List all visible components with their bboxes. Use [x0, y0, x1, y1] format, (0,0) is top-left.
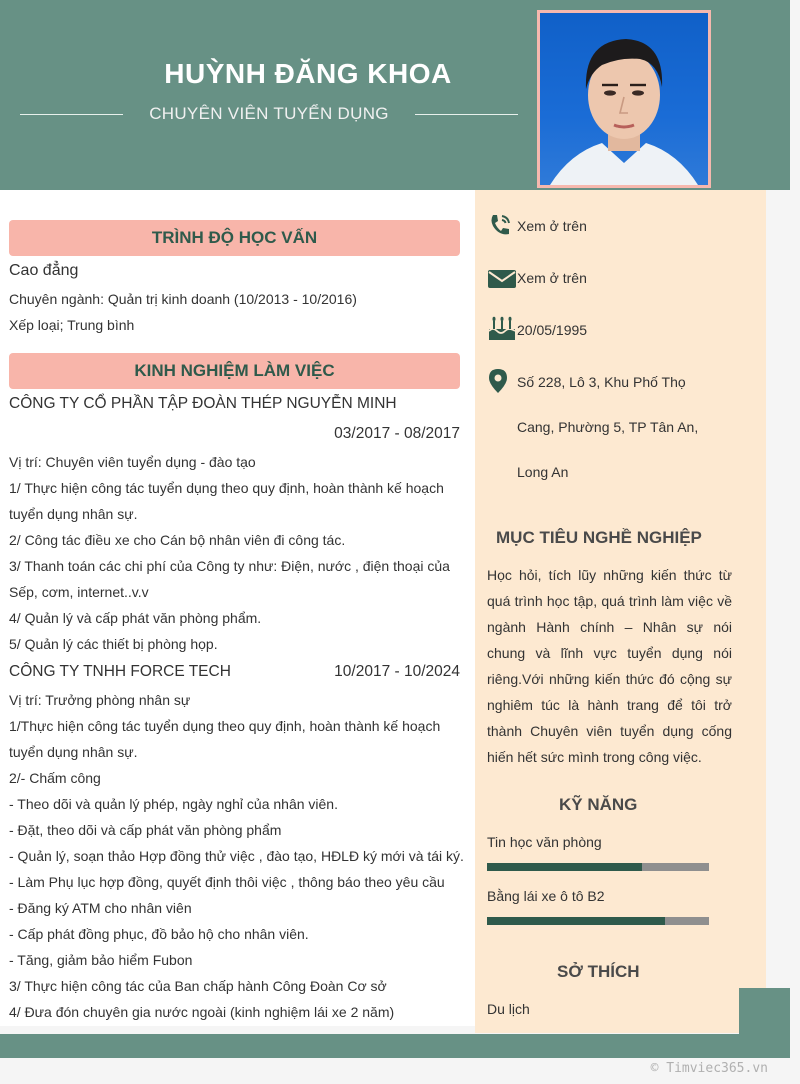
phone-icon [487, 212, 517, 238]
contact-phone-value: Xem ở trên [517, 218, 587, 234]
job-line: 4/ Quản lý và cấp phát văn phòng phẩm. [9, 610, 262, 626]
job-line: 2/- Chấm công [9, 770, 101, 786]
address-line: Long An [517, 464, 569, 480]
education-heading: TRÌNH ĐỘ HỌC VẤN [9, 220, 460, 256]
title-divider-left [20, 114, 123, 115]
contact-address [487, 360, 698, 495]
job-line: 1/ Thực hiện công tác tuyển dụng theo quy định, hoàn thành kế hoạch [9, 480, 444, 496]
contact-email [487, 256, 587, 301]
profile-photo [537, 10, 711, 188]
job-line: 1/Thực hiện công tác tuyển dụng theo quy định, hoàn thành kế hoạch [9, 718, 441, 734]
job-line: - Theo dõi và quản lý phép, ngày nghỉ của nhân viên. [9, 796, 338, 812]
corner-decoration [739, 988, 790, 1034]
education-level: Cao đẳng [9, 262, 79, 279]
education-major: Chuyên ngành: Quản trị kinh doanh (10/2013 - 10/2016) [9, 291, 357, 307]
main-column [0, 190, 475, 1026]
job-company: CÔNG TY CỔ PHẦN TẬP ĐOÀN THÉP NGUYỄN MINH [9, 395, 397, 412]
hobby-item: Du lịch [487, 1001, 530, 1017]
skill-bar-fill [487, 917, 665, 925]
job-line: - Làm Phụ lục hợp đồng, quyết định thôi việc , thông báo theo yêu cầu [9, 874, 445, 890]
contact-address-lines [517, 360, 698, 495]
address-line: Cang, Phường 5, TP Tân An, [517, 419, 699, 435]
footer-bar [0, 1034, 790, 1058]
job-line: 3/ Thực hiện công tác của Ban chấp hành Công Đoàn Cơ sở [9, 978, 387, 994]
job-line: - Đăng ký ATM cho nhân viên [9, 900, 192, 916]
education-grade: Xếp loại; Trung bình [9, 317, 135, 333]
job-line: 3/ Thanh toán các chi phí của Công ty như: Điện, nước , điện thoại của [9, 558, 450, 574]
job-line: Sếp, cơm, internet..v.v [9, 584, 149, 600]
job-company: CÔNG TY TNHH FORCE TECH [9, 663, 231, 680]
contact-birthday-value: 20/05/1995 [517, 322, 588, 338]
job-line: Vị trí: Trưởng phòng nhân sự [9, 692, 191, 708]
contact-email-value: Xem ở trên [517, 270, 587, 286]
title-divider-right [415, 114, 518, 115]
map-pin-icon [487, 368, 517, 394]
birthday-cake-icon [487, 316, 517, 342]
watermark: © Timviec365.vn [650, 1061, 768, 1076]
job-title-row [20, 102, 518, 126]
job-period: 03/2017 - 08/2017 [334, 425, 460, 442]
job-period: 10/2017 - 10/2024 [334, 663, 460, 680]
job-line: tuyển dụng nhân sự. [9, 744, 138, 760]
job-line: 4/ Đưa đón chuyên gia nước ngoài (kinh nghiệm lái xe 2 năm) [9, 1004, 395, 1020]
job-line: - Tăng, giảm bảo hiểm Fubon [9, 952, 193, 968]
job-line: 2/ Công tác điều xe cho Cán bộ nhân viên đi công tác. [9, 532, 346, 548]
skill-bar [487, 917, 709, 925]
hobbies-heading: SỞ THÍCH [557, 962, 640, 981]
job-line: - Cấp phát đồng phục, đồ bảo hộ cho nhân viên. [9, 926, 309, 942]
objective-text: Học hỏi, tích lũy những kiến thức từ quá trình học tập, quá trình làm việc về ngành Hành chính – Nhân sự nói chung và lĩnh vực tuyển dụng nói riêng.Với những kiến thức đó cộng sự nghiêm túc là hành trang để tôi trở thành Chuyên viên tuyển dụng cống hiến hết sức mình trong công việc. [487, 567, 732, 765]
skill-bar-fill [487, 863, 642, 871]
job-line: 5/ Quản lý các thiết bị phòng họp. [9, 636, 218, 652]
skill-bar [487, 863, 709, 871]
job-line: - Quản lý, soạn thảo Hợp đồng thử việc , đào tạo, HĐLĐ ký mới và tái ký. [9, 848, 464, 864]
contact-phone [487, 204, 587, 249]
objective-heading: MỤC TIÊU NGHỀ NGHIỆP [496, 528, 702, 547]
email-icon [487, 266, 517, 292]
job-line: tuyển dụng nhân sự. [9, 506, 138, 522]
skill-name: Tin học văn phòng [487, 834, 602, 850]
contact-birthday [487, 308, 587, 353]
job-line: Vị trí: Chuyên viên tuyển dụng - đào tạo [9, 454, 256, 470]
address-line: Số 228, Lô 3, Khu Phố Thọ [517, 374, 686, 390]
job-title: CHUYÊN VIÊN TUYỂN DỤNG [149, 104, 389, 123]
skill-name: Bằng lái xe ô tô B2 [487, 888, 605, 904]
skills-heading: KỸ NĂNG [559, 795, 638, 814]
candidate-name: HUỲNH ĐĂNG KHOA [164, 58, 452, 89]
sidebar [475, 190, 766, 1033]
experience-heading: KINH NGHIỆM LÀM VIỆC [9, 353, 460, 389]
job-line: - Đặt, theo dõi và cấp phát văn phòng phẩm [9, 822, 282, 838]
